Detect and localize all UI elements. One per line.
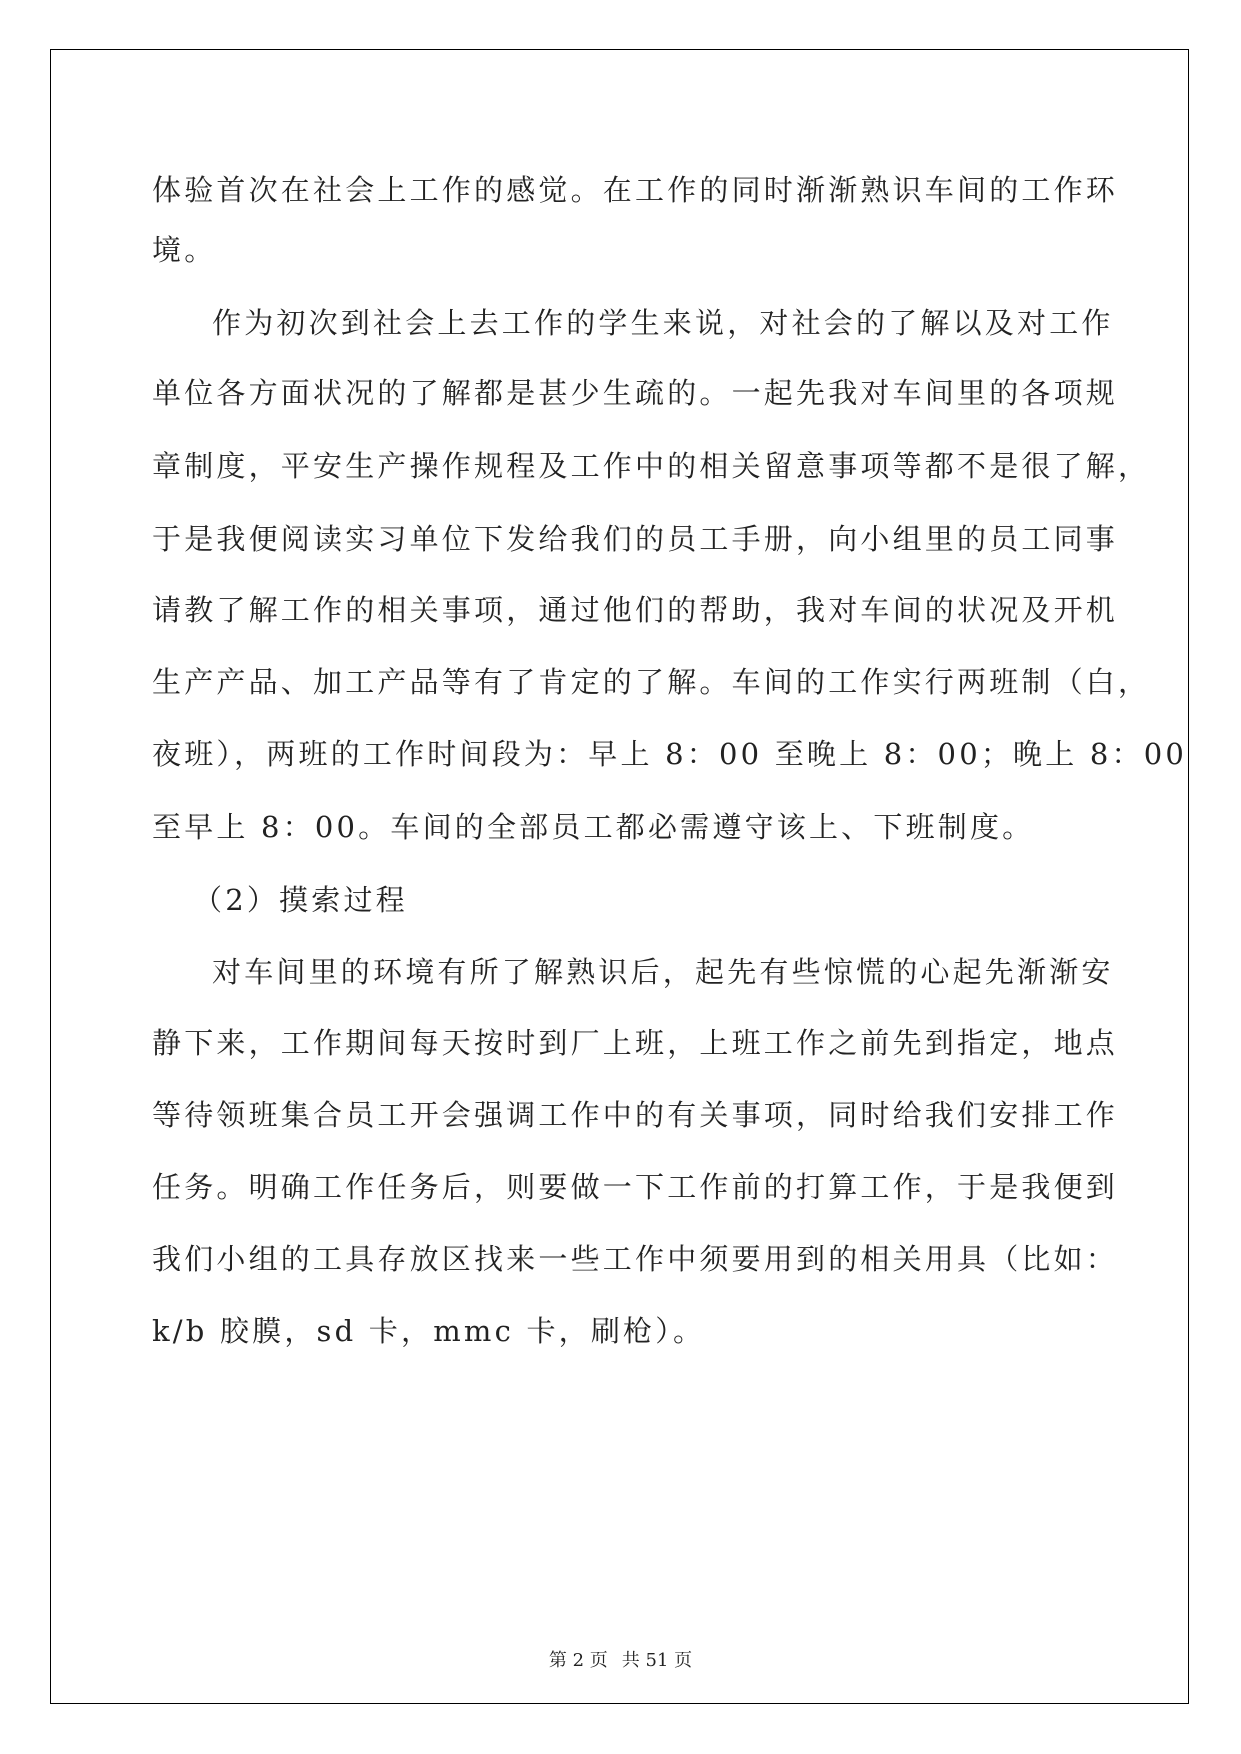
body-line: 单位各方面状况的了解都是甚少生疏的。一起先我对车间里的各项规 — [152, 376, 1119, 410]
page-number: 第 2 页 — [548, 1650, 608, 1671]
page-total: 共 51 页 — [621, 1650, 693, 1671]
section-heading: （2）摸索过程 — [193, 883, 408, 917]
body-line: 境。 — [152, 233, 217, 267]
body-line: 于是我便阅读实习单位下发给我们的员工手册，向小组里的员工同事 — [152, 522, 1119, 556]
body-line: 任务。明确工作任务后，则要做一下工作前的打算工作，于是我便到 — [152, 1170, 1119, 1204]
body-line: 等待领班集合员工开会强调工作中的有关事项，同时给我们安排工作 — [152, 1098, 1119, 1132]
body-line: 章制度，平安生产操作规程及工作中的相关留意事项等都不是很了解， — [152, 449, 1151, 483]
body-line: 我们小组的工具存放区找来一些工作中须要用到的相关用具（比如： — [152, 1242, 1119, 1276]
paragraph-first-line: 作为初次到社会上去工作的学生来说，对社会的了解以及对工作 — [212, 306, 1114, 340]
body-line: k/b 胶膜，sd 卡，mmc 卡，刷枪）。 — [152, 1314, 706, 1348]
body-line: 静下来，工作期间每天按时到厂上班，上班工作之前先到指定，地点 — [152, 1026, 1119, 1060]
body-line: 至早上 8：00。车间的全部员工都必需遵守该上、下班制度。 — [152, 810, 1035, 844]
page-border — [50, 49, 1189, 1704]
body-line: 请教了解工作的相关事项，通过他们的帮助，我对车间的状况及开机 — [152, 593, 1119, 627]
body-line: 夜班），两班的工作时间段为：早上 8：00 至晚上 8：00；晚上 8：00 — [152, 737, 1188, 771]
page-footer — [0, 1649, 1241, 1673]
body-line: 生产产品、加工产品等有了肯定的了解。车间的工作实行两班制（白， — [152, 665, 1151, 699]
body-line: 体验首次在社会上工作的感觉。在工作的同时渐渐熟识车间的工作环 — [152, 173, 1119, 207]
paragraph-first-line: 对车间里的环境有所了解熟识后，起先有些惊慌的心起先渐渐安 — [212, 955, 1114, 989]
